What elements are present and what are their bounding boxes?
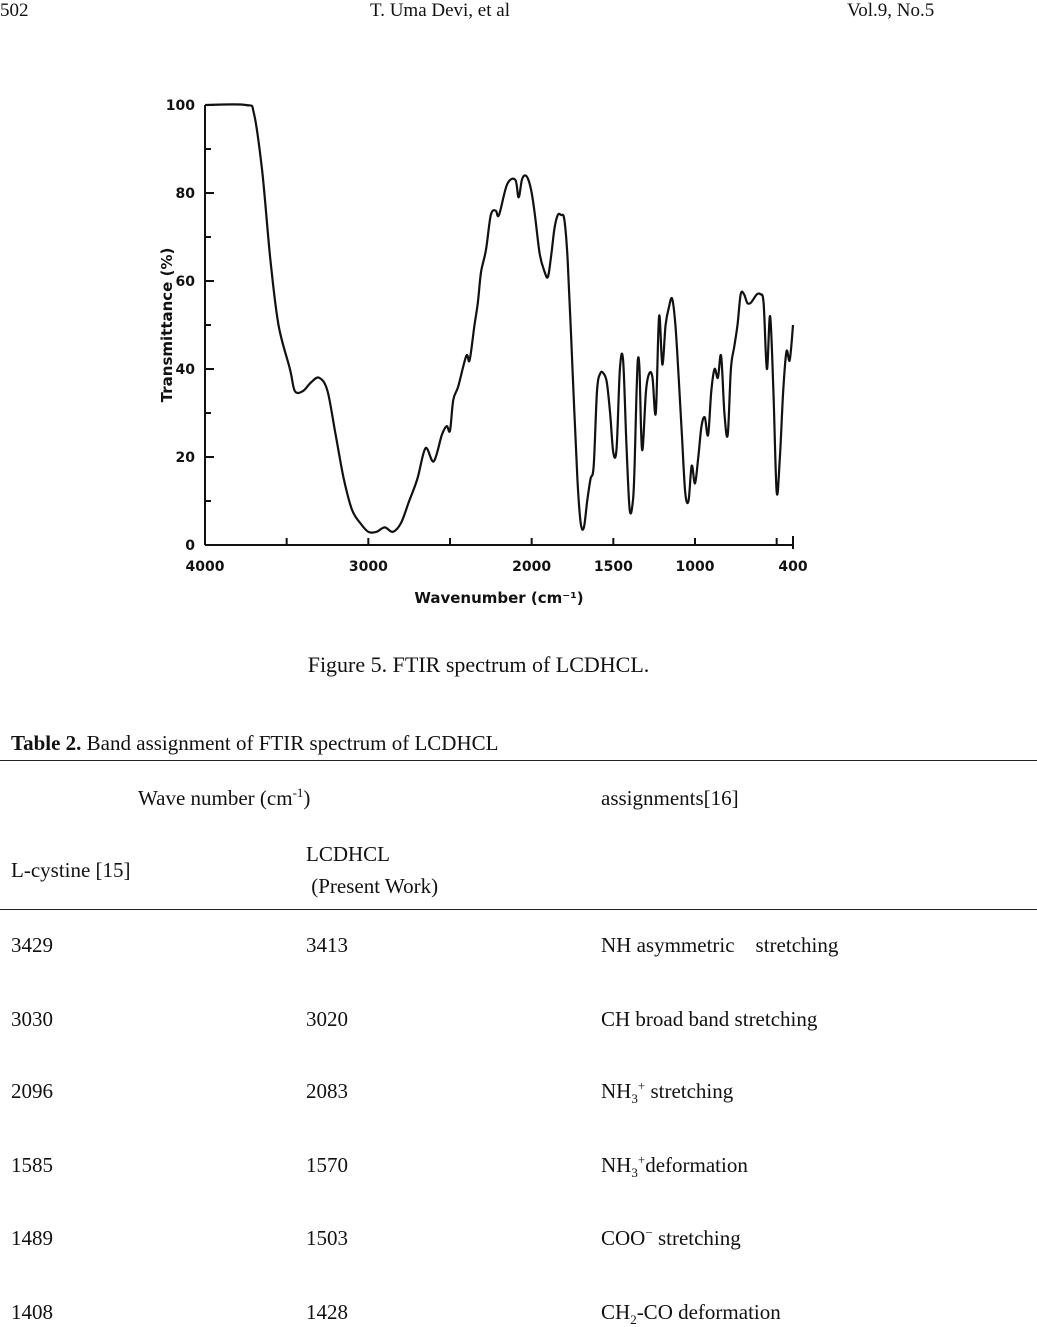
chart-axes (205, 105, 793, 545)
y-tick-label: 60 (175, 274, 195, 290)
cell-lcdhcl: 1570 (306, 1153, 348, 1177)
y-tick-label: 20 (175, 450, 195, 466)
x-tick-label: 1000 (675, 559, 715, 575)
running-volume: Vol.9, No.5 (847, 0, 935, 21)
page-number: 502 (0, 0, 29, 21)
header-lcystine: L-cystine [15] (11, 858, 131, 882)
y-tick-label: 40 (175, 362, 195, 378)
table-top-rule (0, 760, 1037, 761)
figure-caption: Figure 5. FTIR spectrum of LCDHCL. (307, 652, 650, 677)
y-tick-label: 80 (175, 186, 195, 202)
cell-lcystine: 1408 (11, 1300, 53, 1324)
y-tick-label: 0 (185, 538, 195, 554)
x-tick-label: 2000 (512, 559, 552, 575)
header-present-work: (Present Work) (306, 874, 439, 898)
cell-lcystine: 1585 (11, 1153, 53, 1177)
chart-labels (158, 98, 808, 607)
header-wavenumber: Wave number $(cm^{-1})$ (138, 785, 311, 810)
table-title-label: Table 2. (11, 731, 82, 755)
cell-lcystine: 1489 (11, 1226, 53, 1250)
cell-lcdhcl: 2083 (306, 1079, 348, 1103)
cell-lcdhcl: 3020 (306, 1007, 348, 1031)
header-assignments: assignments[16] (601, 786, 739, 810)
x-tick-label: 4000 (185, 559, 225, 575)
cell-lcdhcl: 1428 (306, 1300, 348, 1324)
cell-assignment: $CH_2-CO$ deformation (601, 1300, 781, 1327)
cell-assignment: CH broad band stretching (601, 1007, 818, 1031)
x-axis-label: Wavenumber (cm⁻¹) (414, 589, 584, 607)
cell-assignment: $NH_3^+$ stretching (601, 1078, 734, 1107)
chart-ticks (205, 105, 793, 549)
cell-assignment: $NH_3^+deformation$ (601, 1152, 748, 1181)
x-tick-label: 3000 (348, 559, 388, 575)
x-tick-label: 400 (778, 559, 808, 575)
ftir-spectrum-chart (150, 80, 830, 620)
table-title-text: Band assignment of FTIR spectrum of LCDHCL (81, 731, 499, 755)
cell-lcystine: 2096 (11, 1079, 53, 1103)
cell-lcdhcl: 1503 (306, 1226, 348, 1250)
cell-assignment: NH asymmetric stretching (601, 933, 839, 957)
cell-lcdhcl: 3413 (306, 933, 348, 957)
x-tick-label: 1500 (593, 559, 633, 575)
spectrum-line (205, 104, 793, 532)
cell-lcystine: 3429 (11, 933, 53, 957)
running-authors: T. Uma Devi, et al (370, 0, 510, 21)
table-header-rule (0, 909, 1037, 910)
y-tick-label: 100 (165, 98, 195, 114)
table-title (11, 731, 498, 756)
header-lcdhcl: LCDHCL (306, 842, 390, 866)
cell-assignment: COO− stretching (601, 1225, 741, 1250)
cell-lcystine: 3030 (11, 1007, 53, 1031)
y-axis-label: Transmittance (%) (158, 247, 176, 403)
